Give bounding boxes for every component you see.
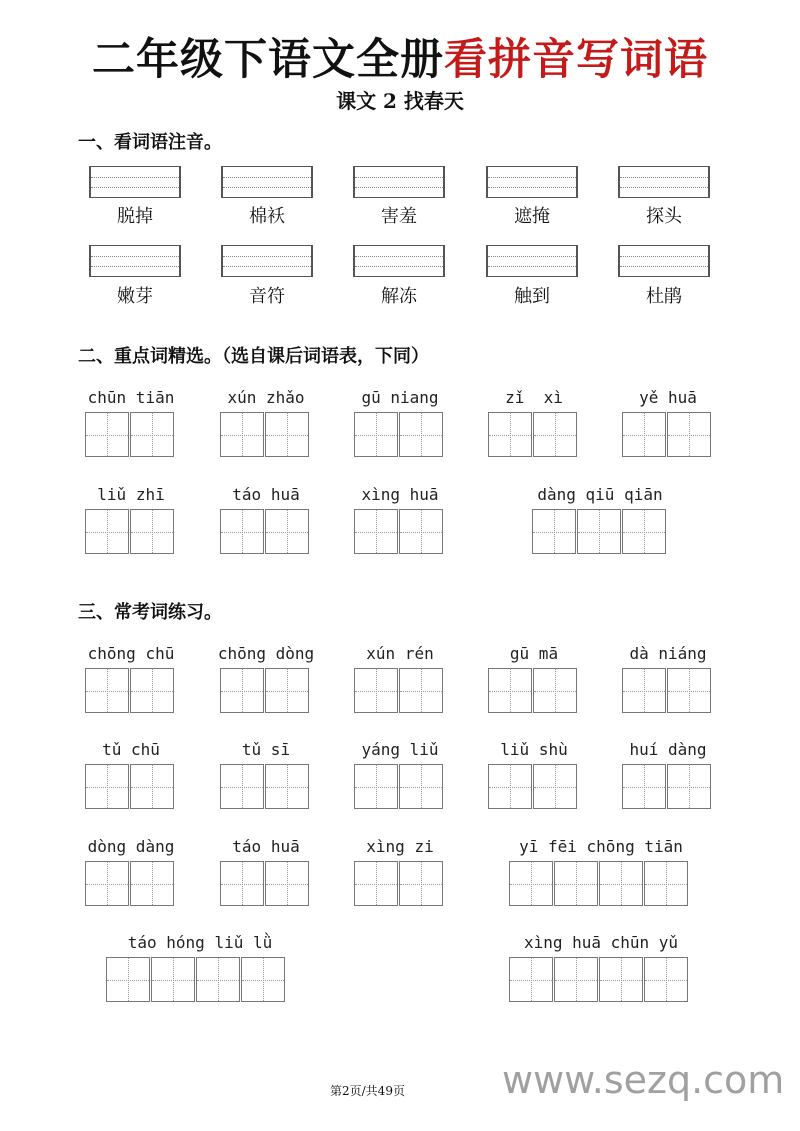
char-box[interactable] <box>265 764 309 809</box>
char-box-group <box>85 412 174 457</box>
page-indicator: 第2页/共49页 <box>330 1084 405 1098</box>
title-red-part: 看拼音写词语 <box>444 35 708 85</box>
pinyin-prompt: táo hóng liǔ lǜ <box>127 933 273 952</box>
char-box-group <box>488 764 577 809</box>
char-box[interactable] <box>667 764 711 809</box>
char-box[interactable] <box>220 668 264 713</box>
section2-heading: 二、重点词精选。（选自课后词语表，下同） <box>78 346 429 367</box>
word-label: 脱掉 <box>117 206 153 227</box>
pinyin-prompt: chōng dòng <box>217 644 315 663</box>
pinyin-prompt: yě huā <box>639 388 697 407</box>
char-box[interactable] <box>265 861 309 906</box>
char-box[interactable] <box>599 861 643 906</box>
char-box[interactable] <box>354 861 398 906</box>
char-box[interactable] <box>577 509 621 554</box>
pinyin-prompt: dà niáng <box>629 644 707 663</box>
char-box[interactable] <box>622 764 666 809</box>
char-box[interactable] <box>399 861 443 906</box>
char-box-group <box>509 861 688 906</box>
char-box[interactable] <box>354 412 398 457</box>
char-box-group <box>622 668 711 713</box>
pinyin-writing-line[interactable] <box>486 166 578 198</box>
pinyin-prompt: huí dàng <box>629 740 707 759</box>
char-box-group <box>622 412 711 457</box>
char-box[interactable] <box>220 412 264 457</box>
pinyin-writing-line[interactable] <box>221 166 313 198</box>
pinyin-prompt: gū mā <box>509 644 559 663</box>
char-box[interactable] <box>265 509 309 554</box>
char-box[interactable] <box>85 412 129 457</box>
char-box[interactable] <box>265 412 309 457</box>
char-box-group <box>509 957 688 1002</box>
pinyin-prompt: dàng qiū qiān <box>537 485 663 504</box>
pinyin-prompt: chūn tiān <box>87 388 175 407</box>
char-box[interactable] <box>354 668 398 713</box>
char-box[interactable] <box>488 764 532 809</box>
char-box-group <box>354 668 443 713</box>
char-box[interactable] <box>509 957 553 1002</box>
char-box-group <box>354 509 443 554</box>
char-box-group <box>85 861 174 906</box>
char-box[interactable] <box>399 668 443 713</box>
lesson-subtitle: 课文 2 找春天 <box>336 89 464 113</box>
pinyin-prompt: xún zhǎo <box>227 388 305 407</box>
pinyin-writing-line[interactable] <box>353 245 445 277</box>
char-box[interactable] <box>509 861 553 906</box>
word-label: 触到 <box>514 286 550 307</box>
word-label: 害羞 <box>381 206 417 227</box>
char-box[interactable] <box>241 957 285 1002</box>
char-box-group <box>354 764 443 809</box>
char-box-group <box>220 861 309 906</box>
char-box-group <box>85 764 174 809</box>
section1-heading: 一、看词语注音。 <box>78 132 222 153</box>
word-label: 遮掩 <box>514 206 550 227</box>
word-label: 解冻 <box>381 286 417 307</box>
char-box[interactable] <box>220 509 264 554</box>
pinyin-prompt: gū niang <box>361 388 439 407</box>
pinyin-prompt: xìng huā chūn yǔ <box>523 933 679 952</box>
char-box-group <box>220 509 309 554</box>
word-label: 杜鹃 <box>646 286 682 307</box>
char-box[interactable] <box>85 668 129 713</box>
pinyin-writing-line[interactable] <box>618 166 710 198</box>
word-label: 嫩芽 <box>117 286 153 307</box>
char-box-group <box>106 957 285 1002</box>
char-box[interactable] <box>85 764 129 809</box>
char-box[interactable] <box>399 509 443 554</box>
pinyin-writing-line[interactable] <box>89 245 181 277</box>
char-box[interactable] <box>85 861 129 906</box>
char-box[interactable] <box>399 412 443 457</box>
char-box[interactable] <box>533 668 577 713</box>
char-box[interactable] <box>130 509 174 554</box>
char-box[interactable] <box>399 764 443 809</box>
pinyin-writing-line[interactable] <box>353 166 445 198</box>
pinyin-prompt: liǔ shù <box>500 740 568 759</box>
pinyin-prompt: yáng liǔ <box>361 740 439 759</box>
char-box[interactable] <box>354 764 398 809</box>
char-box[interactable] <box>354 509 398 554</box>
char-box[interactable] <box>130 764 174 809</box>
char-box-group <box>220 412 309 457</box>
char-box-group <box>85 509 174 554</box>
char-box[interactable] <box>106 957 150 1002</box>
char-box[interactable] <box>533 764 577 809</box>
char-box[interactable] <box>130 668 174 713</box>
watermark: www.sezq.com <box>502 1058 785 1102</box>
word-label: 音符 <box>249 286 285 307</box>
char-box[interactable] <box>667 412 711 457</box>
pinyin-writing-line[interactable] <box>89 166 181 198</box>
pinyin-prompt: tǔ sī <box>241 740 291 759</box>
char-box[interactable] <box>644 957 688 1002</box>
char-box[interactable] <box>130 412 174 457</box>
pinyin-prompt: xìng huā <box>361 485 439 504</box>
char-box-group <box>220 764 309 809</box>
pinyin-writing-line[interactable] <box>221 245 313 277</box>
char-box[interactable] <box>85 509 129 554</box>
char-box[interactable] <box>622 509 666 554</box>
pinyin-prompt: tǔ chū <box>102 740 160 759</box>
char-box[interactable] <box>220 861 264 906</box>
section3-heading: 三、常考词练习。 <box>78 602 222 623</box>
pinyin-prompt: zǐ xì <box>505 388 563 407</box>
pinyin-prompt: xìng zi <box>366 837 434 856</box>
char-box[interactable] <box>533 412 577 457</box>
char-box-group <box>488 412 577 457</box>
word-label: 棉袄 <box>249 206 285 227</box>
char-box[interactable] <box>220 764 264 809</box>
char-box[interactable] <box>554 861 598 906</box>
char-box-group <box>220 668 309 713</box>
char-box[interactable] <box>488 412 532 457</box>
pinyin-prompt: dòng dàng <box>87 837 175 856</box>
pinyin-prompt: táo huā <box>232 837 300 856</box>
title-black-part: 二年级下语文全册 <box>92 35 444 85</box>
pinyin-writing-line[interactable] <box>618 245 710 277</box>
pinyin-prompt: chōng chū <box>87 644 175 663</box>
char-box[interactable] <box>644 861 688 906</box>
pinyin-prompt: táo huā <box>232 485 300 504</box>
pinyin-prompt: liǔ zhī <box>97 485 165 504</box>
char-box[interactable] <box>488 668 532 713</box>
pinyin-writing-line[interactable] <box>486 245 578 277</box>
char-box-group <box>354 412 443 457</box>
char-box[interactable] <box>622 668 666 713</box>
char-box[interactable] <box>196 957 240 1002</box>
word-label: 探头 <box>646 206 682 227</box>
char-box[interactable] <box>130 861 174 906</box>
char-box[interactable] <box>622 412 666 457</box>
char-box-group <box>85 668 174 713</box>
char-box[interactable] <box>667 668 711 713</box>
char-box-group <box>488 668 577 713</box>
char-box-group <box>532 509 666 554</box>
page-title <box>0 30 800 90</box>
char-box[interactable] <box>532 509 576 554</box>
char-box-group <box>354 861 443 906</box>
char-box-group <box>622 764 711 809</box>
char-box[interactable] <box>151 957 195 1002</box>
pinyin-prompt: xún rén <box>366 644 434 663</box>
pinyin-prompt: yī fēi chōng tiān <box>519 837 683 856</box>
char-box[interactable] <box>265 668 309 713</box>
char-box[interactable] <box>554 957 598 1002</box>
char-box[interactable] <box>599 957 643 1002</box>
